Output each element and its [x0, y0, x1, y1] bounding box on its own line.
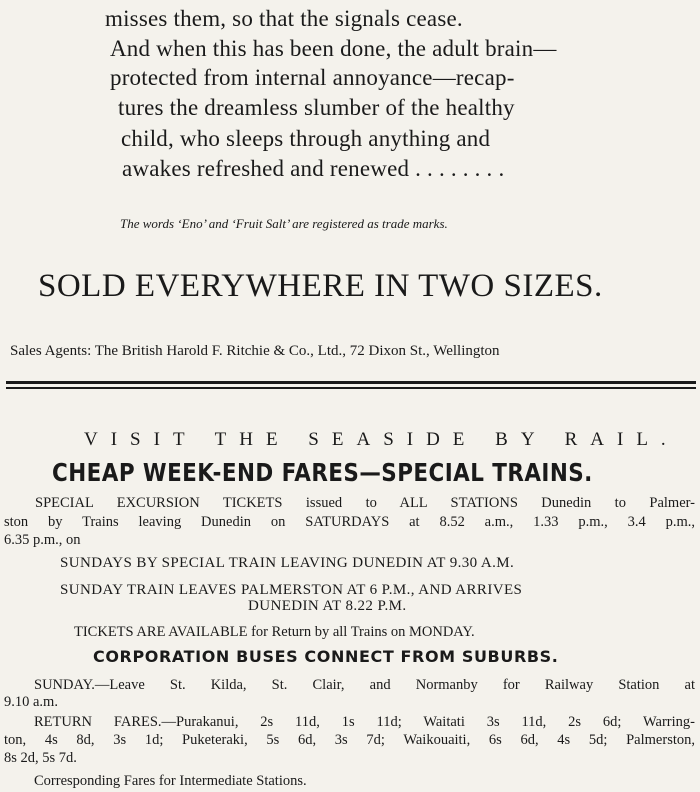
sunday-buses-line-1: SUNDAY.—Leave St. Kilda, St. Clair, and Normanby for Railway Station at [34, 677, 695, 693]
excursion-line-3: 6.35 p.m., on [4, 532, 81, 548]
visit-seaside-heading: VISIT THE SEASIDE BY RAIL. [84, 429, 679, 450]
sunday-train-line-2: DUNEDIN AT 8.22 P.M. [248, 598, 407, 614]
sales-agents-line: Sales Agents: The British Harold F. Ritchie & Co., Ltd., 72 Dixon St., Wellington [10, 343, 500, 359]
corresponding-fares: Corresponding Fares for Intermediate Stations. [34, 773, 307, 789]
sundays-special-train: SUNDAYS BY SPECIAL TRAIN LEAVING DUNEDIN AT 9.30 A.M. [60, 555, 515, 571]
excursion-line-1: SPECIAL EXCURSION TICKETS issued to ALL STATIONS Dunedin to Palmer- [35, 495, 695, 511]
ad-line-4: tures the dreamless slumber of the healthy [118, 95, 515, 120]
ad-line-3: protected from internal annoyance—recap- [110, 65, 515, 90]
ad-line-2: And when this has been done, the adult brain— [110, 36, 557, 61]
sunday-train-line-1: SUNDAY TRAIN LEAVES PALMERSTON AT 6 P.M., AND ARRIVES [60, 582, 523, 598]
ad-line-5: child, who sleeps through anything and [121, 126, 491, 151]
corporation-buses-heading: CORPORATION BUSES CONNECT FROM SUBURBS. [93, 647, 559, 666]
ad-line-6: awakes refreshed and renewed . . . . . . . . [122, 156, 505, 181]
divider-rule-thin [6, 387, 696, 389]
return-fares-line-3: 8s 2d, 5s 7d. [4, 750, 77, 766]
divider-rule-thick [6, 381, 696, 384]
return-fares-line-2: ton, 4s 8d, 3s 1d; Puketeraki, 5s 6d, 3s 7d; Waikouaiti, 6s 6d, 4s 5d; Palmerston, [4, 732, 695, 748]
sold-everywhere-heading: SOLD EVERYWHERE IN TWO SIZES. [38, 268, 603, 304]
tickets-available: TICKETS ARE AVAILABLE for Return by all Trains on MONDAY. [74, 624, 475, 640]
ad-line-1: misses them, so that the signals cease. [105, 6, 463, 31]
return-fares-line-1: RETURN FARES.—Purakanui, 2s 11d, 1s 11d; Waitati 3s 11d, 2s 6d; Warring- [34, 714, 695, 730]
sunday-buses-line-2: 9.10 a.m. [4, 694, 58, 710]
excursion-line-2: ston by Trains leaving Dunedin on SATURDAYS at 8.52 a.m., 1.33 p.m., 3.4 p.m., [4, 514, 695, 530]
trademark-notice: The words ‘Eno’ and ‘Fruit Salt’ are registered as trade marks. [120, 216, 448, 231]
cheap-fares-headline: CHEAP WEEK-END FARES—SPECIAL TRAINS. [52, 458, 593, 487]
